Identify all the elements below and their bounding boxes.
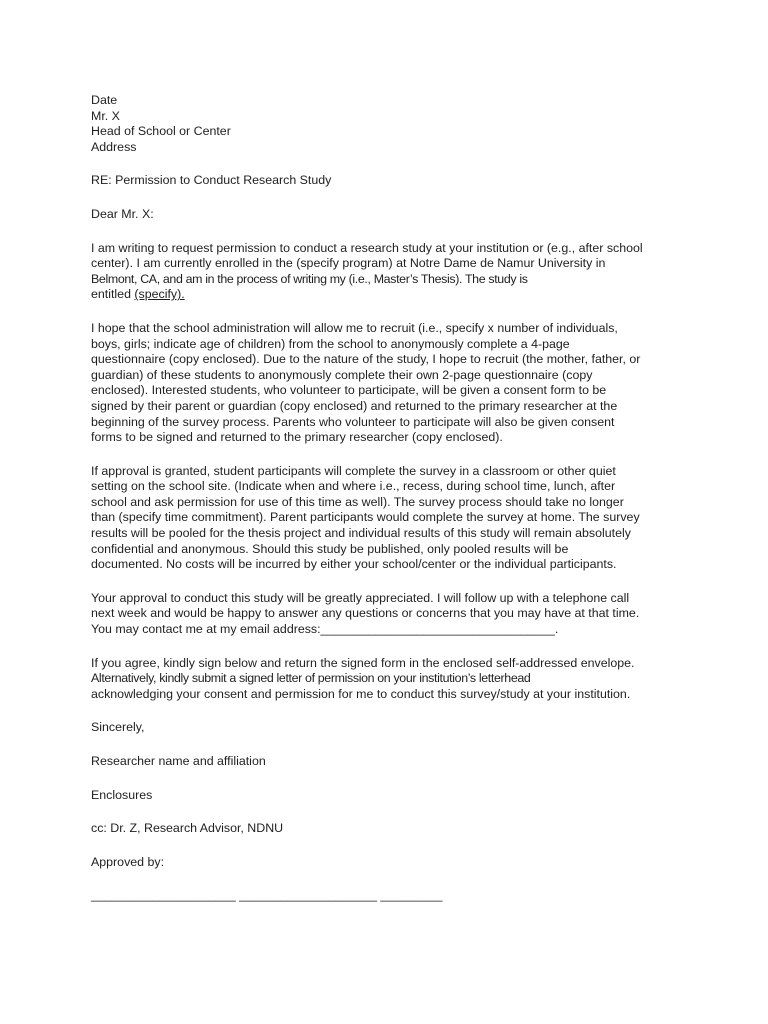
- paragraph-recruitment: [91, 321, 691, 446]
- paragraph-line: center). I am currently enrolled in the (specify program) at Notre Dame de Namur University in: [91, 256, 606, 271]
- enclosures-label: Enclosures: [91, 787, 153, 802]
- paragraph-line: beginning of the survey process. Parents who volunteer to participate will also be given consent: [91, 414, 615, 429]
- paragraph-line: Belmont, CA, and am in the process of writing my (i.e., Master’s Thesis). The study is: [91, 271, 528, 286]
- closing: Sincerely,: [91, 720, 145, 735]
- signature-lines: _____________________ ____________________ _________: [91, 888, 443, 903]
- date-line: Date: [91, 93, 118, 107]
- paragraph-line: school and ask permission for use of this time as well). The survey process should take no longer: [91, 494, 624, 509]
- researcher-name: Researcher name and affiliation: [91, 754, 266, 768]
- recipient-title: Head of School or Center: [91, 124, 231, 139]
- paragraph-request: [91, 241, 691, 303]
- paragraph-line: signed by their parent or guardian (copy enclosed) and returned to the primary researcher at the: [91, 398, 618, 413]
- paragraph-line: If approval is granted, student participants will complete the survey in a classroom or other quiet: [91, 463, 616, 478]
- subject-line: RE: Permission to Conduct Research Study: [91, 173, 332, 188]
- paragraph-line: confidential and anonymous. Should this study be published, only pooled results will be: [91, 541, 569, 556]
- paragraph-line: You may contact me at my email address:__________________________________.: [91, 622, 559, 637]
- paragraph-line: questionnaire (copy enclosed). Due to the nature of the study, I hope to recruit (the mother, father, or: [91, 352, 641, 367]
- paragraph-line: guardian) of these students to anonymously complete their own 2-page questionnaire (copy: [91, 367, 593, 382]
- paragraph-signature-request: [91, 656, 691, 703]
- paragraph-line: boys, girls; indicate age of children) from the school to anonymously complete a 4-page: [91, 336, 570, 351]
- paragraph-line: next week and would be happy to answer any questions or concerns that you may have at that time.: [91, 606, 640, 621]
- paragraph-line: documented. No costs will be incurred by either your school/center or the individual participants.: [91, 557, 617, 572]
- paragraph-line: [91, 287, 691, 303]
- paragraph-line: forms to be signed and returned to the primary researcher (copy enclosed).: [91, 430, 503, 445]
- paragraph-line: I hope that the school administration will allow me to recruit (i.e., specify x number of individuals,: [91, 320, 618, 335]
- recipient-name: Mr. X: [91, 108, 120, 123]
- paragraph-line: If you agree, kindly sign below and return the signed form in the enclosed self-addressed envelope.: [91, 655, 635, 670]
- paragraph-line: Your approval to conduct this study will be greatly appreciated. I will follow up with a telephone call: [91, 590, 630, 605]
- approved-by-label: Approved by:: [91, 854, 165, 869]
- recipient-address: Address: [91, 139, 137, 154]
- paragraph-line: acknowledging your consent and permission for me to conduct this survey/study at your institution.: [91, 686, 631, 701]
- paragraph-contact: [91, 591, 691, 638]
- paragraph-line: enclosed). Interested students, who volunteer to participate, will be given a consent form to be: [91, 383, 607, 398]
- entitled-specify: (specify).: [134, 287, 185, 302]
- paragraph-line: setting on the school site. (Indicate when and where i.e., recess, during school time, lunch, after: [91, 479, 616, 494]
- cc-line: cc: Dr. Z, Research Advisor, NDNU: [91, 821, 284, 836]
- paragraph-line: than (specify time commitment). Parent participants would complete the survey at home. The survey: [91, 510, 640, 525]
- paragraph-line: results will be pooled for the thesis project and individual results of this study will remain absolutely: [91, 526, 631, 541]
- letter-header: [91, 93, 691, 155]
- entitled-prefix: entitled: [91, 287, 135, 302]
- paragraph-line: I am writing to request permission to conduct a research study at your institution or (e.g., after school: [91, 240, 643, 255]
- salutation: Dear Mr. X:: [91, 206, 154, 221]
- paragraph-approval: [91, 464, 691, 573]
- letter-document: [91, 93, 691, 904]
- paragraph-line: Alternatively, kindly submit a signed letter of permission on your institution’s letterhead: [91, 671, 531, 686]
